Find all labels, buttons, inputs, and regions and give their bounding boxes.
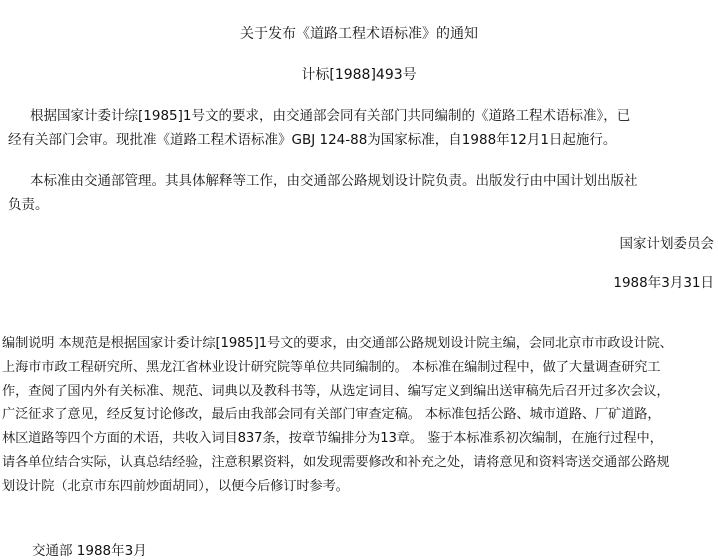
preparation-note-line: 上海市市政工程研究所、黑龙江省林业设计研究院等单位共同编制的。 本标准在编制过程中，做了大量调查研究工	[2, 359, 661, 375]
preparation-note-line: 广泛征求了意见，经反复讨论修改，最后由我部会同有关部门审查定稿。 本标准包括公路、城市道路、厂矿道路，	[2, 407, 661, 423]
paragraph-1-line-2: 经有关部门会审。现批准《道路工程术语标准》GBJ 124-88为国家标准，自1988年12月1日起施行。	[8, 132, 617, 148]
issuing-organization: 国家计划委员会	[619, 236, 714, 252]
preparation-note-signature: 交通部 1988年3月	[32, 543, 147, 559]
preparation-note-line: 林区道路等四个方面的术语，共收入词目837条，按章节编排分为13章。 鉴于本标准系初次编制，在施行过程中，	[2, 431, 663, 447]
document-number: 计标[1988]493号	[301, 67, 417, 83]
paragraph-1-line-1: 根据国家计委计综[1985]1号文的要求，由交通部会同有关部门共同编制的《道路工程术语标准》，已	[30, 108, 631, 124]
preparation-note-line: 请各单位结合实际，认真总结经验，注意积累资料，如发现需要修改和补充之处，请将意见和资料寄送交通部公路规	[2, 454, 670, 470]
issue-date: 1988年3月31日	[613, 275, 714, 291]
paragraph-2-line-2: 负责。	[8, 197, 49, 213]
preparation-note-line: 作，查阅了国内外有关标准、规范、词典以及教科书等，从选定词目、编写定义到编出送审稿先后召开过多次会议，	[2, 383, 670, 399]
preparation-note	[2, 332, 716, 499]
preparation-note-line: 划设计院（北京市东四前炒面胡同），以便今后修订时参考。	[2, 478, 349, 494]
notice-title: 关于发布《道路工程术语标准》的通知	[240, 26, 478, 42]
preparation-note-line: 编制说明 本规范是根据国家计委计综[1985]1号文的要求，由交通部公路规划设计院主编，会同北京市市政设计院、	[2, 336, 673, 351]
paragraph-2-line-1: 本标准由交通部管理。其具体解释等工作，由交通部公路规划设计院负责。出版发行由中国计划出版社	[30, 173, 638, 189]
